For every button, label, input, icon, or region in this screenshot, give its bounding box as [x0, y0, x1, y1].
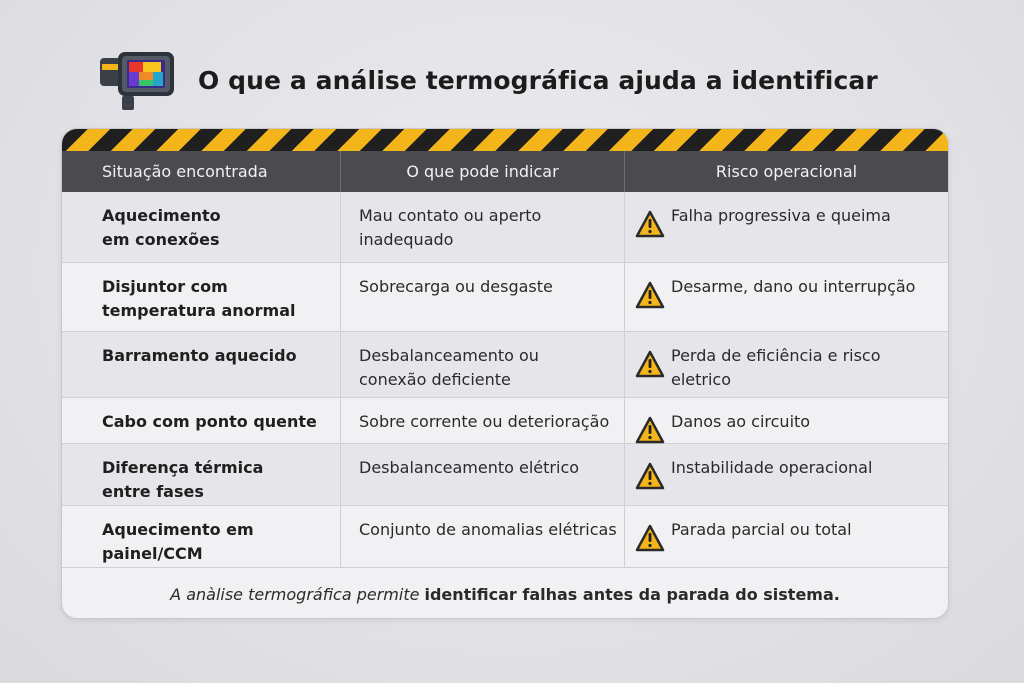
risk-cell: [625, 263, 948, 331]
situation-text: Aquecimento em: [102, 520, 254, 539]
table-row: [62, 332, 948, 398]
footer-bold-text: identificar falhas antes da parada do sistema.: [424, 585, 840, 604]
risk-cell: [625, 444, 948, 505]
risk-text: [671, 275, 948, 299]
situation-cell: [62, 506, 341, 567]
indicates-text: conexão deficiente: [359, 370, 511, 389]
situation-cell: [62, 192, 341, 262]
situation-text: Cabo com ponto quente: [102, 412, 317, 431]
thermal-camera-icon: [98, 48, 180, 112]
indicates-cell: [341, 192, 625, 262]
situation-cell: [62, 263, 341, 331]
warning-icon: [635, 281, 665, 309]
table-row: [62, 444, 948, 506]
indicates-cell: [341, 398, 625, 443]
situation-text: Disjuntor com: [102, 277, 228, 296]
table-row: [62, 263, 948, 332]
risk-line: eletrico: [671, 370, 732, 389]
risk-cell: [625, 192, 948, 262]
situation-text: em conexões: [102, 230, 220, 249]
situation-cell: [62, 332, 341, 397]
warning-icon: [635, 210, 665, 238]
page-header: [98, 48, 878, 112]
situation-text: Barramento aquecido: [102, 346, 297, 365]
hazard-stripe: [62, 129, 948, 151]
risk-text: [671, 344, 948, 392]
indicates-text: Desbalanceamento elétrico: [359, 458, 580, 477]
warning-icon: [635, 350, 665, 378]
risk-text: [671, 456, 948, 480]
indicates-text: Conjunto de anomalias elétricas: [359, 520, 617, 539]
table-footer-note: [62, 571, 948, 618]
table-header: [62, 151, 948, 192]
indicates-cell: [341, 332, 625, 397]
risk-text: [671, 518, 948, 542]
risk-line: Parada parcial ou total: [671, 520, 852, 539]
risk-line: Desarme, dano ou interrupção: [671, 277, 916, 296]
indicates-text: Sobre corrente ou deterioração: [359, 412, 610, 431]
indicates-text: inadequado: [359, 230, 454, 249]
risk-cell: [625, 332, 948, 397]
situation-cell: [62, 398, 341, 443]
risk-text: [671, 410, 948, 434]
risk-line: Falha progressiva e queima: [671, 206, 891, 225]
risk-line: Instabilidade operacional: [671, 458, 873, 477]
indicates-cell: [341, 263, 625, 331]
warning-icon: [635, 462, 665, 490]
situation-text: temperatura anormal: [102, 301, 296, 320]
situation-text: Diferença térmica: [102, 458, 264, 477]
table-row: [62, 398, 948, 444]
table-row: [62, 192, 948, 263]
warning-icon: [635, 524, 665, 552]
risk-cell: [625, 398, 948, 443]
indicates-cell: [341, 444, 625, 505]
indicates-text: Desbalanceamento ou: [359, 346, 539, 365]
indicates-text: Mau contato ou aperto: [359, 206, 542, 225]
situation-text: Aquecimento: [102, 206, 221, 225]
risk-cell: [625, 506, 948, 567]
column-header-situation: Situação encontrada: [62, 151, 341, 192]
thermography-table-card: [61, 128, 949, 619]
indicates-text: Sobrecarga ou desgaste: [359, 277, 553, 296]
risk-text: [671, 204, 948, 228]
footer-italic-text: A anàlise termográfica permite: [170, 585, 420, 604]
warning-icon: [635, 416, 665, 444]
situation-text: entre fases: [102, 482, 204, 501]
situation-text: painel/CCM: [102, 544, 203, 563]
column-header-risk: Risco operacional: [715, 162, 858, 181]
page-title: O que a análise termográfica ajuda a identificar: [198, 65, 878, 95]
table-row: [62, 506, 948, 568]
indicates-cell: [341, 506, 625, 567]
risk-line: Danos ao circuito: [671, 412, 811, 431]
table-body: [62, 192, 948, 568]
risk-line: Perda de eficiência e risco: [671, 346, 881, 365]
situation-cell: [62, 444, 341, 505]
column-header-indicates: O que pode indicar: [341, 151, 625, 192]
